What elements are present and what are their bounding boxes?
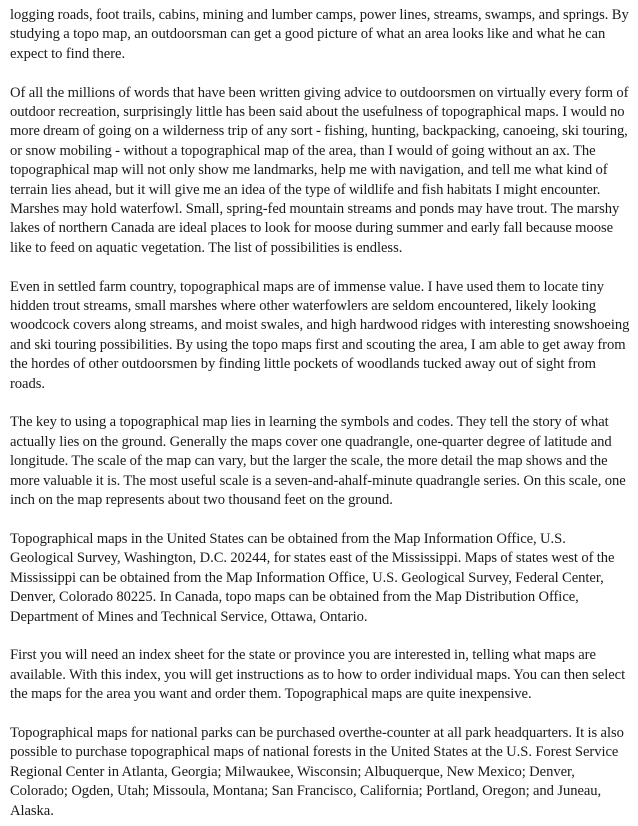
paragraph-4: The key to using a topographical map lies in learning the symbols and codes. They tell the story of what actually lies on the ground. Generally the maps cover one quadrangle, one-quarter degree of latitude and longitude. The scale of the map can vary, but the larger the scale, the more detail the map shows and the more valuable it is. The most useful scale is a seven-and-ahalf-minute quadrangle series. On this scale, one inch on the map represents about two thousand feet on the ground. (10, 414, 626, 509)
paragraph-3: Even in settled farm country, topographical maps are of immense value. I have used them to locate tiny hidden trout streams, small marshes where other waterfowlers are seldom encountered, likely looking woodcock covers along streams, and moist swales, and high hardwood ridges with interesting snowshoeing and ski touring possibilities. By using the topo maps first and scouting the area, I am able to get away from the hordes of other outdoorsmen by finding little pockets of woodlands tucked away out of sight from roads. (10, 278, 630, 392)
paragraph-1: logging roads, foot trails, cabins, mining and lumber camps, power lines, streams, swamps, and springs. By studying a topo map, an outdoorsman can get a good picture of what an area looks like and what he can expect to find there. (10, 7, 629, 62)
document-page (10, 6, 630, 821)
paragraph-5: Topographical maps in the United States can be obtained from the Map Information Office, U.S. Geological Survey, Washington, D.C. 20244, for states east of the Mississippi. Maps of states west of the Mississippi can be obtained from the Map Information Office, U.S. Geological Survey, Federal Center, Denver, Colorado 80225. In Canada, topo maps can be obtained from the Map Distribution Office, Department of Mines and Technical Service, Ottawa, Ontario. (10, 530, 615, 625)
paragraph-2: Of all the millions of words that have been written giving advice to outdoorsmen on virtually every form of outdoor recreation, surprisingly little has been said about the usefulness of topographical maps. I would no more dream of going on a wilderness trip of any sort - fishing, hunting, backpacking, canoeing, ski touring, or snow mobiling - without a topographical map of the area, than I would of going without an ax. The topographical map will not only show me landmarks, help me with navigation, and tell me what kind of terrain lies ahead, but it will give me an idea of the type of wildlife and fish habitats I might encounter. Marshes may hold waterfowl. Small, spring-fed mountain streams and ponds may have trout. The marshy lakes of northern Canada are ideal places to look for moose during summer and early fall because moose like to feed on aquatic vegetation. The list of possibilities is endless. (10, 84, 629, 256)
paragraph-7: Topographical maps for national parks can be purchased overthe-counter at all park headquarters. It is also possible to purchase topographical maps of national forests in the United States at the U.S. Forest Service Regional Center in Atlanta, Georgia; Milwaukee, Wisconsin; Albuquerque, New Mexico; Denver, Colorado; Ogden, Utah; Missoula, Montana; San Francisco, California; Portland, Oregon; and Juneau, Alaska. (10, 724, 624, 819)
paragraph-6: First you will need an index sheet for the state or province you are interested in, telling what maps are available. With this index, you will get instructions as to how to order individual maps. You can then select the maps for the area you want and order them. Topographical maps are quite inexpensive. (10, 647, 626, 703)
